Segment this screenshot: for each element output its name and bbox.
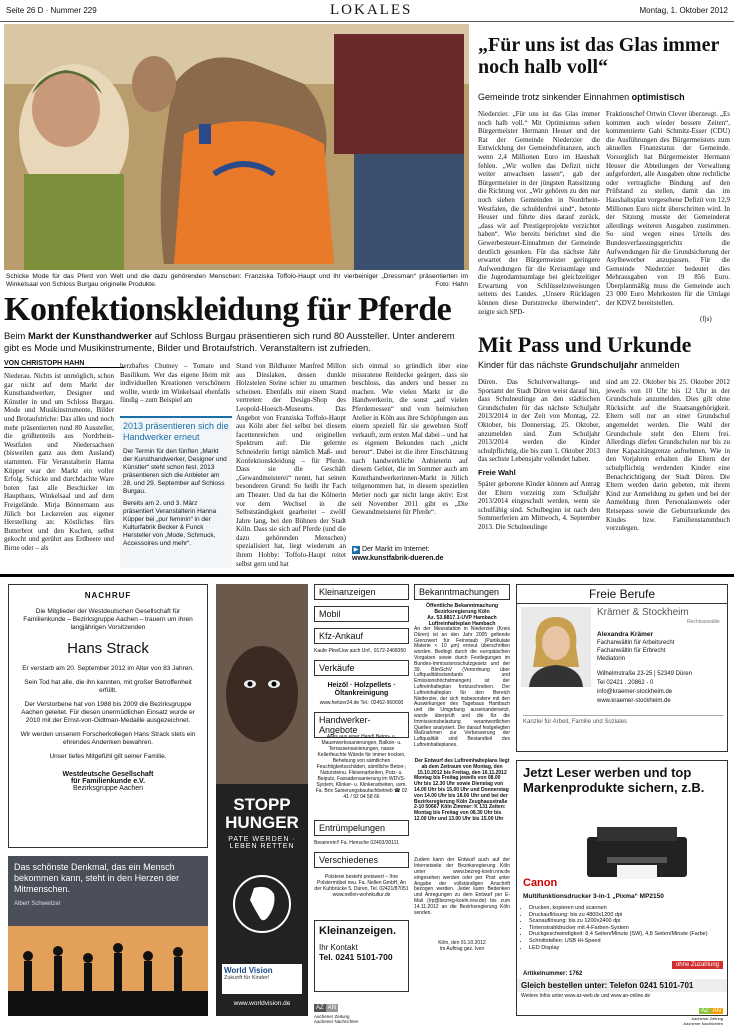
canon-cta[interactable]: Gleich bestellen unter: Telefon 0241 5101-701 <box>517 979 727 992</box>
bekannt-head-3: Az. 53.8817.1-UVP Hambach Luftreinhalteplan Hambach <box>414 615 510 627</box>
bekannt-head-1: Öffentliche Bekanntmachung <box>414 603 510 609</box>
denkmal-author: Albert Schweitzer <box>8 901 208 907</box>
africa-globe-icon <box>232 874 292 934</box>
canon-logo: Canon <box>523 877 557 889</box>
internet-link[interactable]: www.kunstfabrik-dueren.de <box>352 555 444 562</box>
feature-item: • Druckgeschwindigkeit: 8,4 Seiten/Minute (SW), 4,8 Seiten/Minute (Farbe) <box>529 931 725 938</box>
firm-name: Krämer & Stockheim <box>597 607 689 618</box>
heizoel-ad-title: Heizöl · Holzpellets · Öltankreinigung <box>314 682 409 698</box>
obituary-ad <box>8 584 208 848</box>
firm-web[interactable]: www.kraemer-stockheim.de <box>597 698 671 704</box>
klein-tel: Tel. 0241 5101-700 <box>319 952 404 962</box>
handwerk-ad: Alles aus einer Hand! Beton- u. Mauerwerkssanierungen, Balkon- u. Terrassensanierungen, nasse Kellerfeuchte Wände für immer trocken, Behebung von sämtlichen Feuchtigkeitsschäden, sämtliche Beton-, Natursteinu. Fliesenarbeiten, Putz- u. Beiputz, Fassadensanierung im WDVS-System, Klinker- u. Klinkerarbeiten, uvm. Fa. Brix Sanierungsbaufachbetrieb ☎ 02 41 / 92 04 58 66 <box>314 734 409 814</box>
cat-kleinanzeigen: Kleinanzeigen <box>314 584 409 600</box>
main-headline: Konfektionskleidung für Pferde <box>4 292 470 328</box>
bekannt-title: Bekanntmachungen <box>414 584 510 600</box>
wv-logo-text: World Vision <box>224 966 300 975</box>
internet-label: Der Markt im Internet: <box>362 546 430 553</box>
wv-title-2: HUNGER <box>216 814 308 832</box>
photo-credit: Foto: Hahn <box>435 281 468 289</box>
feature-item: • Druckauflösung: bis zu 4800x1200 dpi <box>529 912 725 919</box>
feature-item: • Schnittstellen: USB Hi-Speed <box>529 938 725 945</box>
obit-p3: Der Verstorbene hat von 1988 bis 2009 die Bezirksgruppe Aachen geleitet. Für diesen unermüdlichen Einsatz wurde er 2010 mit der Ernst-von-Oidtman-Medaille ausgezeichnet. <box>15 701 201 725</box>
wv-logo-sub: Zukunft für Kinder! <box>224 975 300 981</box>
caption-text: Schicke Mode für das Pferd von Welt und die dazu gehörenden Menschen: Franziska Toffolo-Haupt und ihr vierbeiniger „Dressman“ präsentierten im Winkelsaal von Schloss Burgau originelle Produkte. <box>6 273 468 288</box>
horse-photo-illustration <box>4 24 469 270</box>
lawyer-portrait <box>521 607 591 687</box>
pass-sub-rest: anmelden <box>638 360 680 370</box>
heizoel-ad-sub: www.heitzer24.de Tel.: 02452-960600 <box>314 700 409 706</box>
glas-subheadline <box>478 92 730 102</box>
child-photo <box>216 584 308 784</box>
lawyer-title-3: Mediatorin <box>597 656 625 662</box>
wv-sub-1: PATE WERDEN · <box>216 836 308 843</box>
article-photo <box>4 24 469 270</box>
page-header <box>0 0 734 22</box>
az-logo-mark: AZ <box>314 1004 326 1012</box>
arrow-icon: ▶ <box>352 546 360 554</box>
bekannt-auslegung: Der Entwurf des Luftreinhalteplans liegt ab dem Zeitraum von Montag, den 15.10.2012 bis Freitag, den 16.11.2012 <box>414 759 510 776</box>
wv-title <box>216 796 308 832</box>
cat-kfz-ankauf: Kfz-Ankauf <box>314 628 409 644</box>
obit-sig-2: für Familienkunde e.V. <box>15 778 201 785</box>
info-box-p2: Bereits am 2. und 3. März präsentiert Veranstalterin Hanna Küpper bei „pur feminin“ in der Kulturfabrik Becker & Funck Hersteller von „Mode, Schmuck, Accessoires und mehr“. <box>120 498 232 550</box>
glas-author: (fjs) <box>700 315 712 324</box>
main-column-1: Niederau. Nichts ist unmöglich, schon gar nicht auf dem Markt der Kunsthandwerker, Designer und Künstler in und um Schloss Burgau. Mode und Musikinstrumente, Bilder und Brotaufstriche: Das alles und noch mehr präsentierten rund 80 Aussteller, die größtenteils aus Nordrhein-Westfalen und Niedersachsen (bisweilen ganz aus dem Ausland) stammten. Für Veranstalterin Hanna Küpper war der Markt ein voller Erfolg. Schicke und durchdachte Ware boten fast alle Beschicker im Haupthaus, Winkelsaal und auf dem Freigelände. Mirja Bönnemann aus Jülich bot Leckereien aus eigener Herstellung an: Köstliches fürs Butterbrot und den Kuchen, selbst gekocht und gerührt aus Erdbeere und Birne oder – als <box>4 372 114 567</box>
worldvision-ad <box>216 584 308 1016</box>
firm-mail[interactable]: info@kraemer-stockheim.de <box>597 689 672 695</box>
glas-sub-bold: optimistisch <box>632 92 685 102</box>
bekannt-sig: Im Auftrag gez. Iven <box>414 946 510 952</box>
info-box-title: 2013 präsentieren sich die Handwerker erneut <box>120 418 232 446</box>
pass-subhead: Freie Wahl <box>478 468 516 477</box>
firm-footer: Kanzlei für Arbeit, Familie und Soziales <box>523 715 723 725</box>
info-box <box>120 416 232 568</box>
bekannt-body-2: Zudem kann der Entwurf auch auf der Internetseite der Bezirksregierung Köln unter www.bezreg-koeln.nrw.de eingesehen werden oder per Post unter Angabe der vollständigen Anschrift bezogen werden. Jeder kann Bedenken und Anregungen zu dem Entwurf per E-Mail (lrp@bezreg-koeln.nrw.de) bis zum 14.11.2012 an die Bezirksregierung Köln senden. <box>414 858 510 940</box>
canon-headline: Jetzt Leser werben und top Markenprodukte sichern, z.B. <box>517 761 727 799</box>
entruempel-ad: Besenrein!! Fa. Hensche 02403/30111 <box>314 840 409 847</box>
az-logo-line2: Aachener Nachrichten <box>683 1022 723 1026</box>
cat-verkaeufe: Verkäufe <box>314 660 409 676</box>
canon-cta-sub: Weitere Infos unter www.az-web.de und www.an-online.de <box>521 993 650 999</box>
obit-p1: Er verstarb am 20. September 2012 im Alter von 83 Jahren. <box>15 665 201 673</box>
byline: VON CHRISTOPH HAHN <box>4 360 124 368</box>
lawyer-title-1: Fachanwältin für Arbeitsrecht <box>597 640 674 646</box>
glas-column-1: Niederzier. „Für uns ist das Glas immer noch halb voll.“ Mit Optimismus sehen Bürgermeister Hermann Heuser und der Rat der Gemeinde Niederzier die Entwicklung der Gemeindefinanzen, auch wenn 2,4 Millionen Euro im Haushalt fehlen. „Wir wollen das Defizit nicht weiter anwachsen lassen“, gab der Bürgermeister in der jüngsten Ratssitzung die Richtung vor. „Wir gehören zu den nur noch sieben Gemeinden in Nordrhein-Westfalen, die schuldenfrei sind“, betonte Heuser und führte dies darauf zurück, „dass wir auf Prestigeprojekte verzichtet haben“. Wie bereits berichtet sind die Gewerbesteuer-Einnahmen der Gemeinde deutlich gesunken. Für das nächste Jahr erwartet der Bürgermeister geringere Aufwendungen für die Kreisumlage und die Jugendamtsumlage bei gleichzeitiger Erwartung von Schlüsselzuweisungen seitens des Landes. „Unsere Rücklagen können diese Durststrecke überwinden“, zeigte sich SPD- <box>478 110 600 324</box>
internet-ref <box>352 545 468 563</box>
obit-intro: Die Mitglieder der Westdeutschen Gesellschaft für Familienkunde – Bezirksgruppe Aachen – trauern um ihren langjährigen Vorsitzenden <box>15 608 201 632</box>
obit-sig-1: Westdeutsche Gesellschaft <box>15 771 201 778</box>
info-box-p1: Der Termin für den fünften „Markt der Kunsthandwerker, Designer und Künstler“ steht schon fest. 2013 präsentieren sich die Anbieter am 28. und 29. September auf Schloss Burgau. <box>120 446 232 498</box>
pass-column-1b: Später geborene Kinder können auf Antrag der Eltern vorzeitig zum Schuljahr 2013/2014 eingeschult werden, wenn sie schulfähig sind. Schulbeginn ist nach den Sommerferien am Mittwoch, 4. September 2013. Die Schulneulinge <box>478 480 600 570</box>
glas-headline: „Für uns ist das Glas immer noch halb voll“ <box>478 34 730 78</box>
denkmal-quote: Das schönste Denkmal, das ein Mensch bekommen kann, steht in den Herzen der Mitmenschen. <box>8 856 208 901</box>
canon-product: Multifunktionsdrucker 3-in-1 „Pixma“ MP2150 <box>523 893 723 900</box>
bekannt-place: Köln, den 01.10.2012 <box>414 940 510 946</box>
cat-handwerker: Handwerker-Angebote <box>314 712 409 738</box>
feature-item: • Drucken, kopieren und scannen <box>529 905 725 912</box>
main-column-2: herzhaftes Chutney – Tomate und Basilikum. Wer das eigene Heim mit individuellen Kreationen verschönern wollte, wurde im Winkelsaal ebenfalls fündig – zum Beispiel am <box>120 362 230 414</box>
obit-name: Hans Strack <box>15 640 201 657</box>
firm-tel: Tel 02421 . 20862 - 0 <box>597 680 653 686</box>
photo-caption <box>6 273 468 289</box>
glas-sub-prefix: Gemeinde trotz sinkender Einnahmen <box>478 92 632 102</box>
main-column-3: Stand von Bildhauer Manfred Millon aus Dinslaken, dessen dunkle Holzstelen Steine schier zu umarmen scheinen. Ebenfalls mit einem Stand vertreten: der Design-Shop des Leopold-Hoesch-Museums. Das Angebot von Franziska Toffolo-Haupt aus Köln aber fiel selbst bei diesem facettenreichen und originellen Spektrum auf: Die gelernte Schneiderin fertigt nämlich Maß- und Konfektionskleidung – für Pferde. Dass sie die Geschäft „Gewandmeisterei“ nennt, hat seinen besonderen Grund: So heißt ihr Fach am Theater. Und da hat die Kölnerin vor dem Wechsel in die Selbstständigkeit gearbeitet – zwölf Jahre lang, bei den Bühnen der Stadt Köln. Dass sie sich auf Pferde (und die dazu gehörenden Menschen) spezialisiert hat, liegt wiederum an ihrem Hobby: Toffolo-Haupt reitet selbst gern und hat <box>236 362 346 568</box>
obit-p2: Sein Tod hat alle, die ihn kannten, mit großer Betroffenheit erfüllt. <box>15 679 201 695</box>
page-date: Montag, 1. Oktober 2012 <box>640 6 729 15</box>
people-silhouette-illustration <box>8 926 208 1016</box>
main-column-4: sich einmal so gründlich über eine missratene Reitdecke geärgert, dass sie beschloss, das anders und besser zu machen. Wie vielen Markt ist die Handwerkerin, die sonst „auf vielen Pferdemessen“ und vom heimischen Atelier in Köln aus ihre Schöpfungen aus einem speziell für sie gewebten Stoff verkauft, zum ersten Mal dabei – und hat es eigenem Bekunden nach „nicht bereut“. Dabei ist die ihrer Einschätzung nach handwerkliche Anbieterin auf diesem Gebiet, die im Sommer auch am Kunsthandwerkerinnen-Markt in Jülich teilgenommen hat, in diesem speziellen Metier noch gar nicht lange aktiv: Erst seit November 2011 gibt es „Die Gewandmeisterei für Pferde“. <box>352 362 468 542</box>
klein-title: Kleinanzeigen. <box>319 925 404 937</box>
feature-item: • Tintenstrahldrucker mit 4-Farben-System <box>529 925 725 932</box>
canon-ad <box>516 760 728 1016</box>
printer-image <box>577 817 697 887</box>
wv-url[interactable]: www.worldvision.de <box>216 1000 308 1007</box>
pass-headline: Mit Pass und Urkunde <box>478 332 730 358</box>
wv-sub-2: LEBEN RETTEN <box>216 843 308 850</box>
cat-mobil: Mobil <box>314 606 409 622</box>
canon-features <box>529 905 725 951</box>
child-face-illustration <box>216 584 308 784</box>
firm-sub: Rechtsanwälte <box>687 619 720 625</box>
pass-subheadline <box>478 360 730 370</box>
glas-column-2: Fraktionschef Ortwin Clever überzeugt. „Es kommen auch wieder bessere Zeiten“, kommentierte Gabi Schmitz-Esser (CDU) die Ausführungen des Bürgermeisters zum aktuellen Finanzstatus der Gemeinde. Vorsorglich hat Bürgermeister Hermann Heuser die Abteilungen der Verwaltung aufgefordert, alle Ausgaben ohne rechtliche oder vertragliche Bindung auf den Prüfstand zu stellen, damit das im Haushaltsplan vorgesehene Defizit von 12,9 Millionen Euro nicht überschritten wird. In der Sitzung musste der Gemeinderat allerdings weiteren Ausgaben zustimmen. So sind wegen eines Urteils des Bundesverfassungsgerichts die Aufwendungen für die Grundsicherung der Asylbewerber anzupassen. Für die Gemeinde Niederzier bedeutet dies Mehrausgaben von 19 856 Euro. Überplanmäßig muss die Gemeinde auch 23 000 Euro Mehrkosten für die Umlage der KDVZ bereitstellen. <box>606 110 730 316</box>
berufe-title: Freie Berufe <box>517 585 727 604</box>
freie-berufe-ad <box>516 584 728 752</box>
section-title: LOKALES <box>330 2 412 19</box>
pass-column-2: sind am 22. Oktober bis 25. Oktober 2012 jeweils von 10 Uhr bis 12 Uhr in der Grundschule anzumelden. Dies gilt ohne Rücksicht auf die Staatsangehörigkeit. Eltern soll nur an einer Grundschul angemeldet werden. Die Wahl der Grundschule steht den Eltern frei. Allerdings dürfen Grundschulen nur bis zu ihrer Kapazitätsgrenze aufnehmen. Wie in den Vorjahren erhalten die Eltern der schulpflichtig werdenden Kinder eine Benachrichtigung der Stadt Düren. Die Eltern werden darin gebeten, mit ihrem Kind zur Anmeldung zu gehen und bei der Anmeldung ihren Personalausweis oder Reisepass sowie die Geburtsurkunde des Kindes bzw. Familienstammbuch vorzulegen. <box>606 378 730 570</box>
an-logo-mark: AN <box>326 1004 338 1012</box>
lawyer-name: Alexandra Krämer <box>597 631 653 638</box>
az-logo-line2: Aachener Nachrichten <box>314 1019 409 1024</box>
wv-title-1: STOPP <box>216 796 308 814</box>
firm-address: Wilhelmstraße 23-25 | 52349 Düren <box>597 671 692 677</box>
az-logo-line1: Aachener Zeitung <box>314 1014 409 1019</box>
lawyer-title-2: Fachanwältin für Erbrecht <box>597 648 665 654</box>
obit-p4: Wir werden unserem Forscherkollegen Hans Strack stets ein ehrendes Andenken bewahren. <box>15 731 201 747</box>
lead-prefix: Beim <box>4 330 28 341</box>
obit-sig-3: Bezirksgruppe Aachen <box>15 785 201 792</box>
page-number: Seite 26 D · Nummer 229 <box>6 6 97 15</box>
obit-title: NACHRUF <box>15 591 201 600</box>
cat-verschiedenes: Verschiedenes <box>314 852 409 868</box>
versch-ad: Polsterei besteht preiswert – Ihre Polstermöbel neu. Fa. Nellen GmbH, An der Kuhbrücke 5, Düren, Tel. 02421/87051 www.nellen-wohnkultur.de <box>314 874 409 914</box>
denkmal-ad <box>8 856 208 1016</box>
kleinanzeigen-contact-ad <box>314 920 409 992</box>
az-logo-line1: Aachener Zeitung <box>683 1017 723 1022</box>
zuzahlung-badge: ohne Zuzahlung <box>672 961 723 969</box>
bekannt-head-2: Bezirksregierung Köln <box>414 609 510 615</box>
cat-entruempelungen: Entrümpelungen <box>314 820 409 836</box>
wv-logo <box>222 964 302 994</box>
kfz-ad: Kaufe Pkw/Lkw auch Unf., 0172-2468350 <box>314 648 409 655</box>
pass-column-1: Düren. Das Schulverwaltungs- und Sportamt der Stadt Düren weist darauf hin, dass Schulneulinge an den städtischen Grundschulen für das nächste Schuljahr 2013/2014 in der Zeit von Montag, 22. Oktober, bis Donnerstag, 25. Oktober, anzumelden sind. Zum Schuljahr 2013/2014 werden die Kinder schulpflichtig, die bis zum 1. Oktober 2013 das sechste Lebensjahr vollendet haben. <box>478 378 600 464</box>
klein-sub: Ihr Kontakt <box>319 943 404 952</box>
article-number: Artikelnummer: 1762 <box>523 971 582 977</box>
feature-item: • Scanauflösung: bis zu 1200x2400 dpi <box>529 918 725 925</box>
lead-bold: Markt der Kunsthandwerker <box>28 330 152 341</box>
bekanntmachungen-column <box>414 584 510 1016</box>
feature-item: • LED Display <box>529 945 725 952</box>
az-an-logo-canon <box>683 999 723 1026</box>
bekannt-times: Montag bis Freitag jeweils von 08.00 Uhr bis 12.30 Uhr sowie Dienstag von 14.00 Uhr bis 15.00 Uhr und Donnerstag von 14.00 Uhr bis 18.00 Uhr und bei der Bezirksregierung Köln Zeughausstraße 2-10 50667 Köln Zimmer: K 131 Zeiten: Montag bis Freitag von 08.30 Uhr bis 12.00 Uhr und 13.00 Uhr bis 15.00 Uhr <box>414 776 510 858</box>
obit-p5: Unser tiefes Mitgefühl gilt seiner Familie. <box>15 753 201 761</box>
lead-rest: auf Schloss Burgau präsentieren sich rund 80 Aussteller. Unter anderem gibt es Mode und Musikinstrumente, Bilder und Brotaufstrich. Veranstaltern ist zufrieden. <box>4 330 455 353</box>
az-an-logo-classifieds <box>314 996 409 1014</box>
wv-sub <box>216 836 308 850</box>
az-logo-mark: AZ <box>699 1008 711 1014</box>
pass-sub-prefix: Kinder für das nächste <box>478 360 571 370</box>
ad-section-divider <box>0 574 734 577</box>
pass-sub-bold: Grundschuljahr <box>571 360 638 370</box>
main-lead <box>4 330 470 354</box>
bekannt-body-1: An der Messstation in Niederzier (Kreis Düren) ist an den Jahr 2005 geltende Grenzwert für Feinstaub (Partikulate Materie < 10 µm) erneut überschritten worden. Bedingt durch die europäischen Vorgaben sowie durch Festlegungen im Bundes-Immissionsschutzgesetz und der 39. BImSchV (Verordnung über Luftqualitätsstandards und Emissionshöchstmengen) ist der Luftreinhalteplan fortzuschreiben. Der Luftreinhalteplan für den Bereich Niederzier, der sich insbesondere mit den Auswirkungen des Tagebaus Hambach und die Umgebung auseinandersetzt, wurde überprüft und die für die Immissionsbelastung verantwortlichen Quellen analysiert. Die darauf festgelegten Maßnahmen zur Verbesserung der Luftqualität sind Bestandteil des Luftreinhalteplanes. <box>414 627 510 759</box>
classifieds-column <box>314 584 409 1016</box>
an-logo-mark: AN <box>711 1008 723 1014</box>
